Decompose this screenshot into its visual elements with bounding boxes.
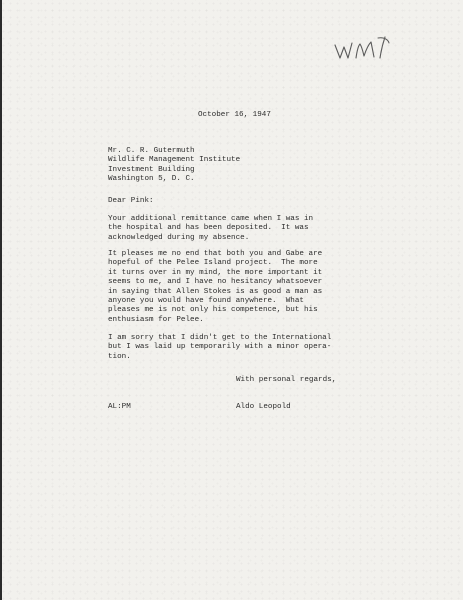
handwritten-annotation (333, 31, 403, 71)
body-line: anyone you would have found anywhere. What (108, 297, 304, 306)
address-line: Investment Building (108, 165, 195, 174)
salutation: Dear Pink: (108, 197, 154, 205)
paragraph-2 (108, 250, 322, 325)
handwritten-annotation-mark (333, 31, 403, 71)
body-line: tion. (108, 352, 131, 361)
signature-name: Aldo Leopold (236, 403, 291, 411)
body-line: acknowledged during my absence. (108, 233, 250, 242)
body-line: it turns over in my mind, the more important it (108, 268, 323, 277)
address-line: Mr. C. R. Gutermuth (108, 147, 195, 155)
body-line: It pleases me no end that both you and Gabe are (108, 250, 323, 258)
body-line: seems to me, and I have no hesitancy whatsoever (108, 278, 323, 287)
body-line: hopeful of the Pelee Island project. The more (108, 259, 318, 268)
paragraph-1 (108, 215, 313, 243)
address-line: Wildlife Management Institute (108, 156, 241, 165)
page-binding-edge (0, 0, 2, 600)
body-line: pleases me is not only his competence, but his (108, 306, 318, 315)
body-line: but I was laid up temporarily with a minor opera- (108, 343, 332, 352)
closing: With personal regards, (236, 376, 337, 384)
paragraph-3 (108, 334, 331, 362)
body-line: the hospital and has been deposited. It was (108, 224, 309, 233)
body-line: Your additional remittance came when I was in (108, 215, 314, 223)
letter-date: October 16, 1947 (198, 111, 271, 119)
typist-initials: AL:PM (108, 403, 131, 411)
body-line: I am sorry that I didn't get to the International (108, 334, 332, 342)
annotation-text (333, 71, 334, 72)
body-line: in saying that Allen Stokes is as good a man as (108, 287, 323, 296)
recipient-address (108, 147, 240, 185)
body-line: enthusiasm for Pelee. (108, 315, 204, 324)
address-line: Washington 5, D. C. (108, 175, 195, 184)
